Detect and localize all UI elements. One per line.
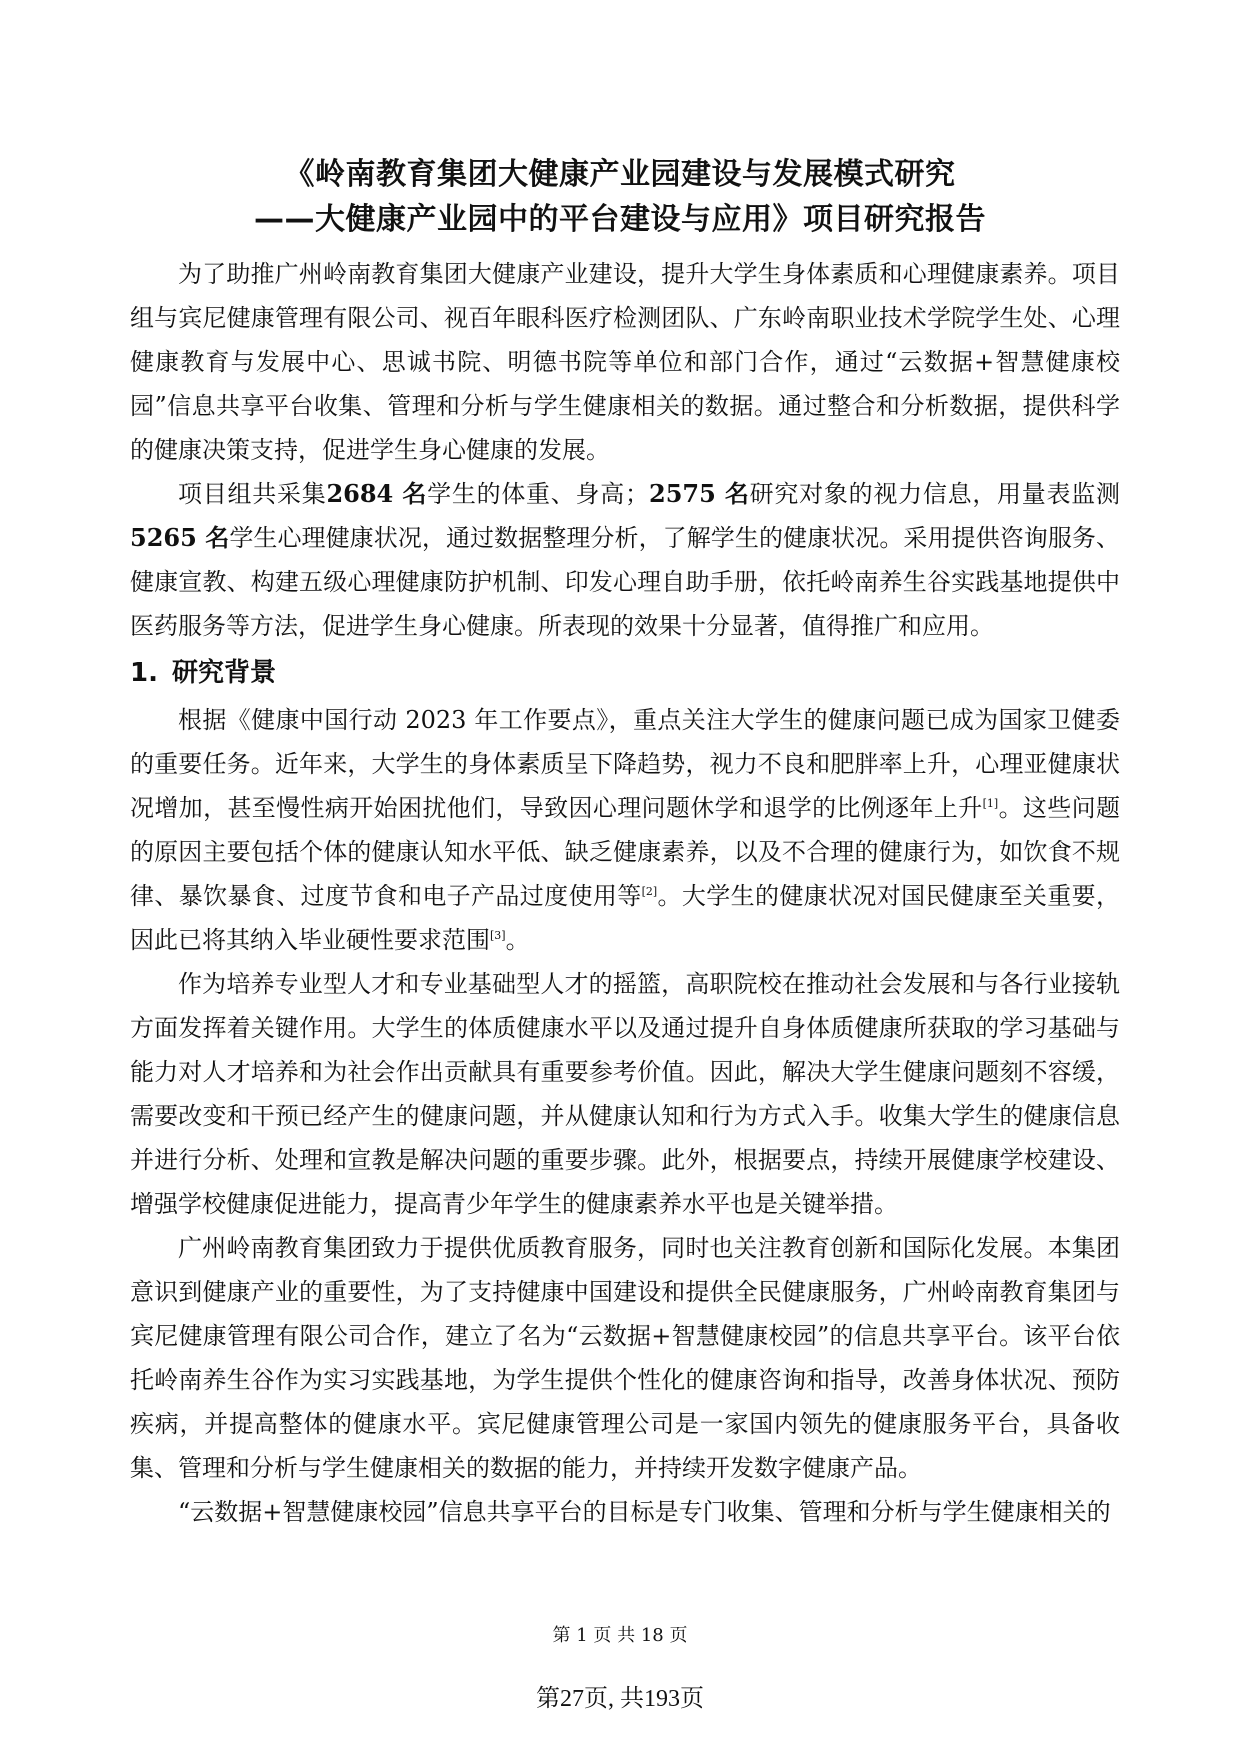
text-run: 学生的体重、身高；: [427, 480, 650, 508]
section-heading-background: [130, 648, 1120, 698]
intro-paragraph-1: 为了助推广州岭南教育集团大健康产业建设，提升大学生身体素质和心理健康素养。项目组与宾尼健康管理有限公司、视百年眼科医疗检测团队、广东岭南职业技术学院学生处、心理健康教育与发展中心、思诚书院、明德书院等单位和部门合作，通过“云数据+智慧健康校园”信息共享平台收集、管理和分析与学生健康相关的数据。通过整合和分析数据，提供科学的健康决策支持，促进学生身心健康的发展。: [130, 260, 1120, 464]
report-body: [130, 252, 1120, 1534]
count-vision-subjects: 2575 名: [649, 479, 750, 508]
citation-ref[interactable]: [3]: [490, 929, 506, 942]
section-title: 研究背景: [171, 658, 276, 688]
intro-paragraph-2: [130, 472, 1120, 648]
background-paragraph-4: “云数据+智慧健康校园”信息共享平台的目标是专门收集、管理和分析与学生健康相关的: [178, 1498, 1111, 1526]
page-footer-inner: 第 1 页 共 18 页: [552, 1625, 688, 1646]
text-run: 。这些问题的原因主要包括个体的健康认知水平低、缺乏健康素养，以及不合理的健康行为，如饮食不规律、暴饮暴食、过度节食和电子产品过度使用等: [130, 794, 1121, 910]
count-mental-health-students: 5265 名: [130, 523, 230, 552]
text-run: 根据《健康中国行动 2023 年工作要点》，重点关注大学生的健康问题已成为国家卫健委的重要任务。近年来，大学生的身体素质呈下降趋势，视力不良和肥胖率上升，心理亚健康状况增加，甚至慢性病开始困扰他们，导致因心理问题休学和退学的比例逐年上升: [130, 706, 1120, 822]
background-paragraph-1: [130, 698, 1120, 962]
background-paragraph-3: 广州岭南教育集团致力于提供优质教育服务，同时也关注教育创新和国际化发展。本集团意识到健康产业的重要性，为了支持健康中国建设和提供全民健康服务，广州岭南教育集团与宾尼健康管理有限公司合作，建立了名为“云数据+智慧健康校园”的信息共享平台。该平台依托岭南养生谷作为实习实践基地，为学生提供个性化的健康咨询和指导，改善身体状况、预防疾病，并提高整体的健康水平。宾尼健康管理公司是一家国内领先的健康服务平台，具备收集、管理和分析与学生健康相关的数据的能力，并持续开发数字健康产品。: [130, 1234, 1120, 1482]
page-footer-outer: 第27页, 共193页: [536, 1686, 704, 1712]
background-paragraph-2: 作为培养专业型人才和专业基础型人才的摇篮，高职院校在推动社会发展和与各行业接轨方面发挥着关键作用。大学生的体质健康水平以及通过提升自身体质健康所获取的学习基础与能力对人才培养和为社会作出贡献具有重要参考价值。因此，解决大学生健康问题刻不容缓，需要改变和干预已经产生的健康问题，并从健康认知和行为方式入手。收集大学生的健康信息并进行分析、处理和宣教是解决问题的重要步骤。此外，根据要点，持续开展健康学校建设、增强学校健康促进能力，提高青少年学生的健康素养水平也是关键举措。: [130, 970, 1120, 1218]
text-run: 研究对象的视力信息，用量表监测: [749, 480, 1121, 508]
citation-ref[interactable]: [1]: [982, 797, 999, 810]
report-title-line-2: ——大健康产业园中的平台建设与应用》项目研究报告: [254, 202, 986, 237]
count-students-weight-height: 2684 名: [326, 479, 428, 508]
text-run: 学生心理健康状况，通过数据整理分析，了解学生的健康状况。采用提供咨询服务、健康宣教、构建五级心理健康防护机制、印发心理自助手册，依托岭南养生谷实践基地提供中医药服务等方法，促进学生身心健康。所表现的效果十分显著，值得推广和应用。: [130, 524, 1121, 640]
text-run: 。大学生的健康状况对国民健康至关重要，因此已将其纳入毕业硬性要求范围: [130, 882, 1120, 954]
section-number: 1.: [130, 658, 158, 688]
citation-ref[interactable]: [2]: [641, 885, 658, 898]
text-run: 。: [505, 926, 530, 954]
report-title-line-1: 《岭南教育集团大健康产业园建设与发展模式研究: [284, 157, 956, 192]
text-run: 项目组共采集: [178, 480, 327, 508]
